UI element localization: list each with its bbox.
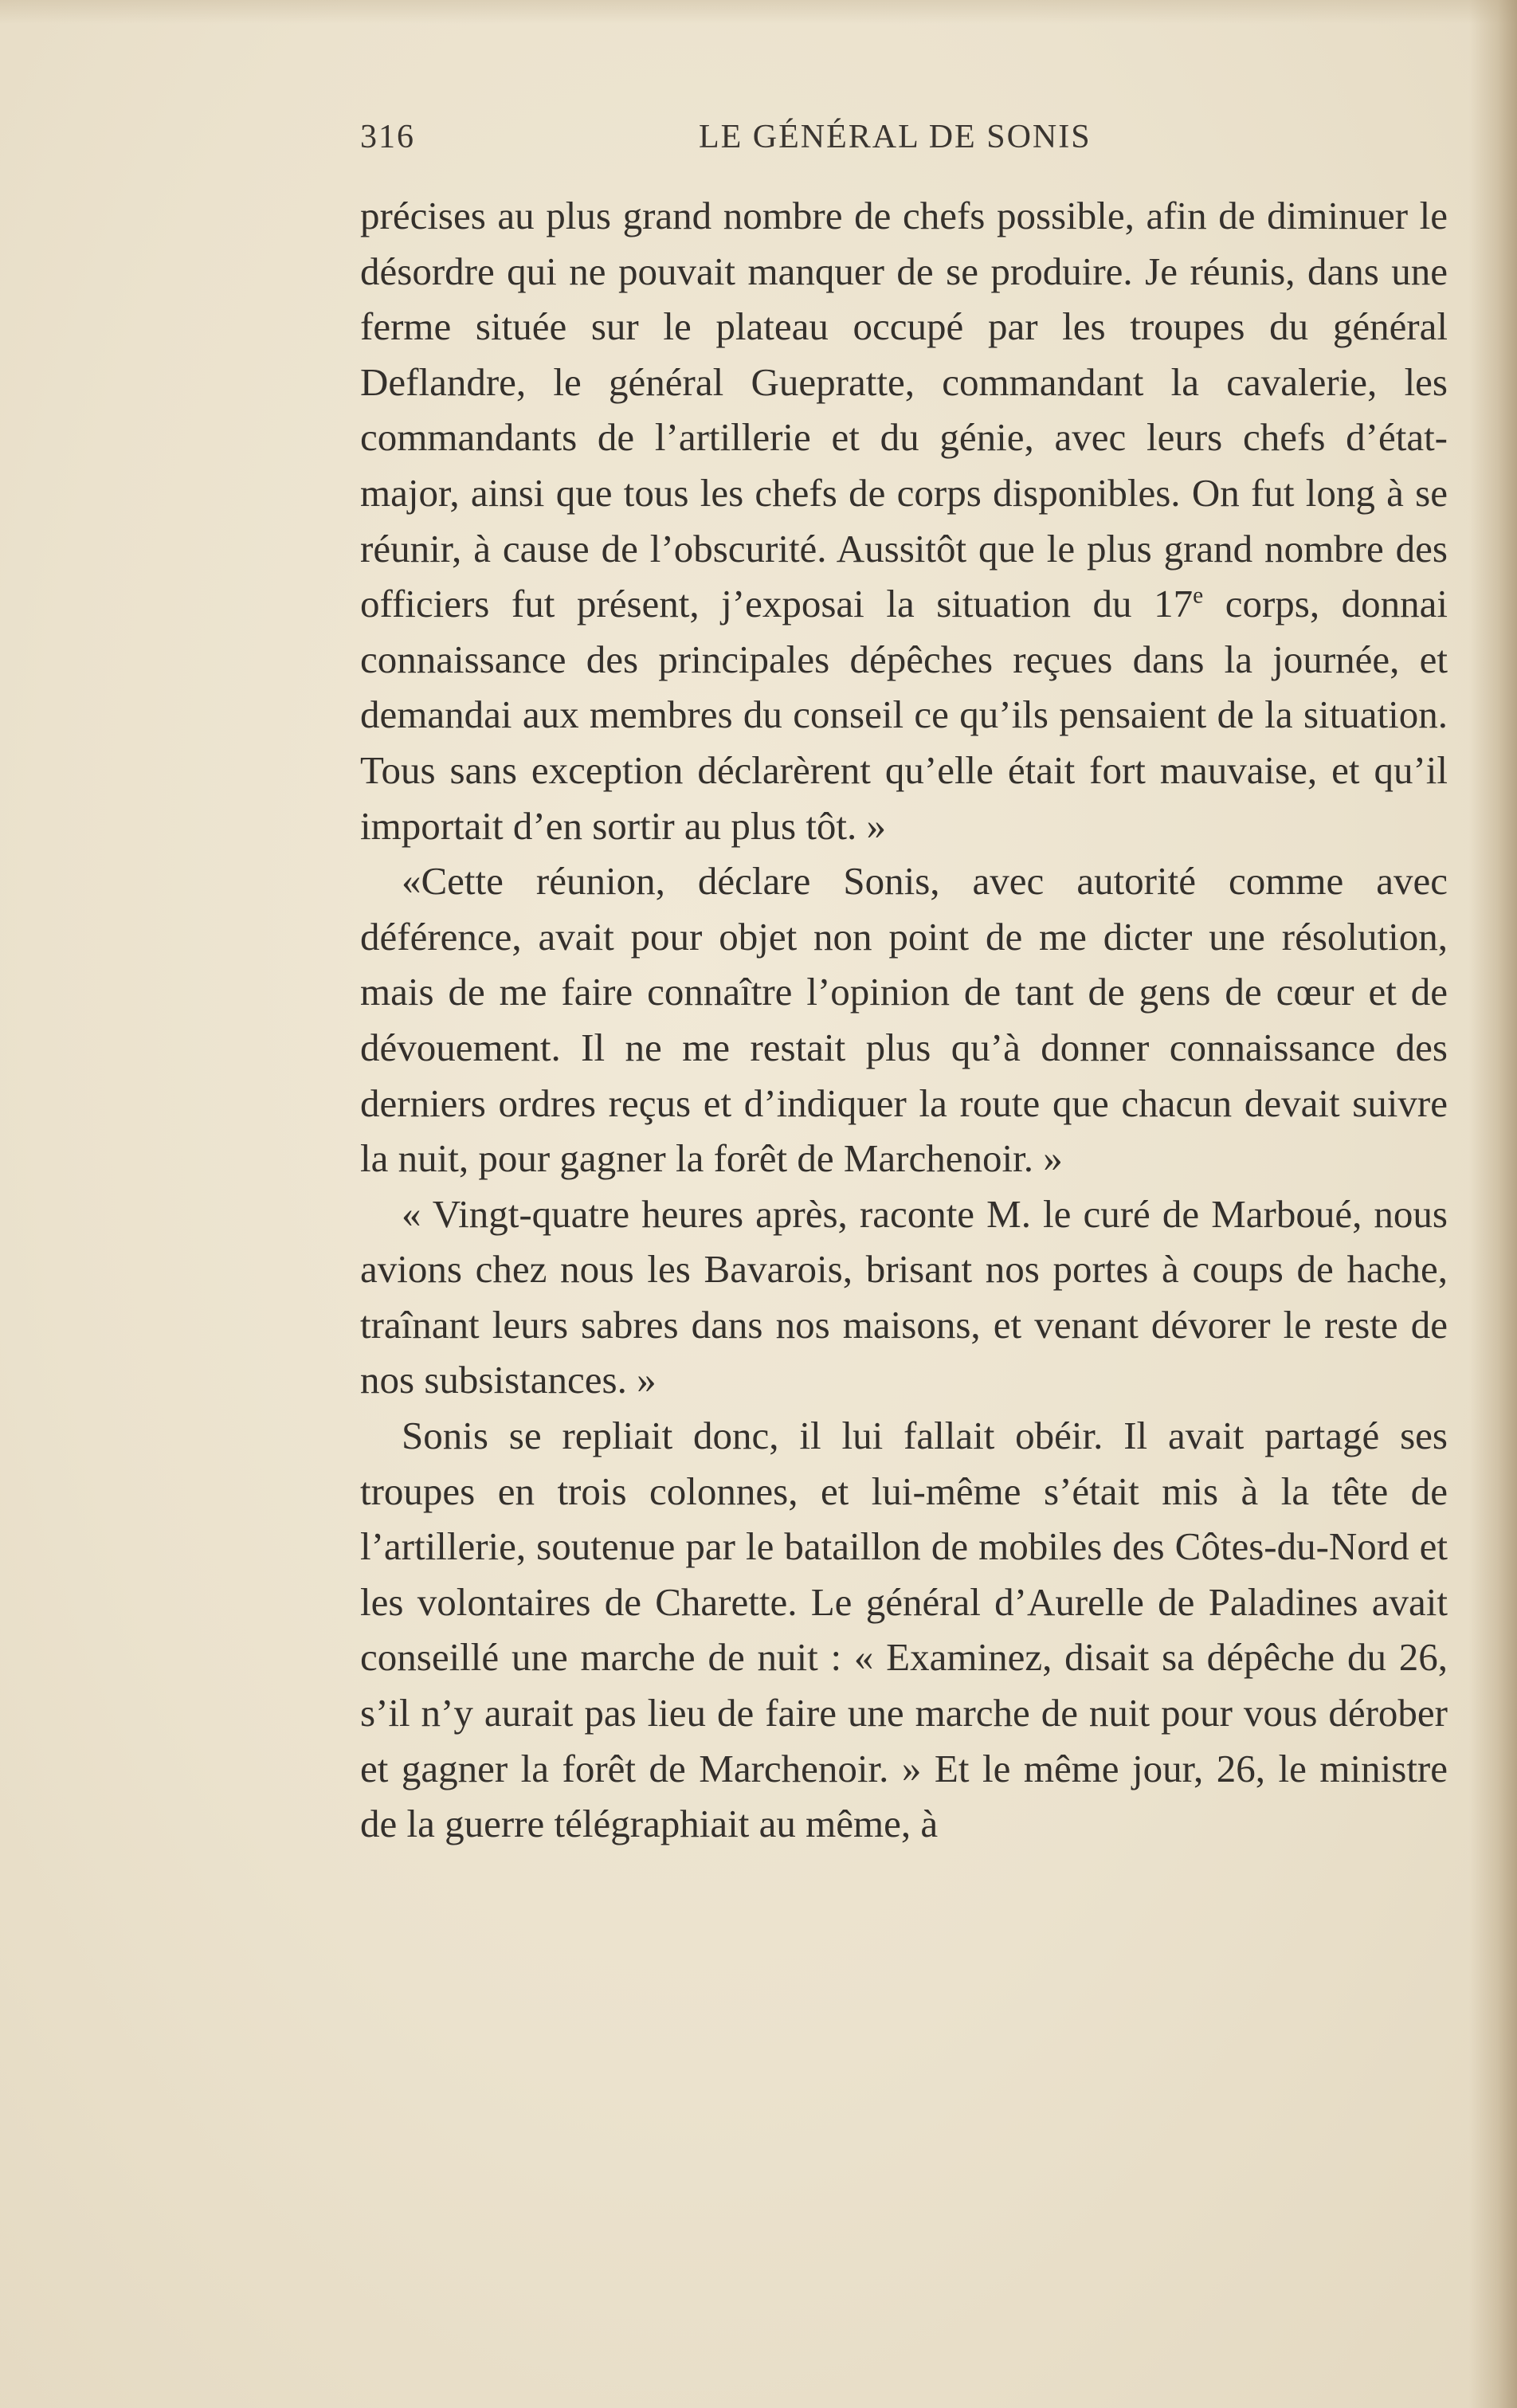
running-header	[360, 118, 1448, 158]
paragraph-2: «Cette réunion, déclare Sonis, avec autorité comme avec déférence, avait pour objet non point de me dicter une résolution, mais de me faire connaître l’opinion de tant de gens de cœur et de dévouement. Il ne me restait plus qu’à donner connaissance des derniers ordres reçus et d’indiquer la route que chacun devait suivre la nuit, pour gagner la forêt de Marchenoir. »	[360, 859, 1448, 1181]
corps-suffix: e	[1193, 582, 1204, 609]
paragraph-1	[360, 188, 1448, 853]
paragraph-1-text: précises au plus grand nombre de chefs possible, afin de diminuer le désordre qui ne pouvait manquer de se produire. Je réunis, dans une ferme située sur le plateau occupé par les troupes du général Deflandre, le général Guepratte, commandant la cavalerie, les commandants de l’artillerie et du génie, avec leurs chefs d’état-major, ainsi que tous les chefs de corps disponibles. On fut long à se réunir, à cause de l’obscurité. Aussitôt que le plus grand nombre des officiers fut présent, j’exposai la situation du	[360, 194, 1448, 626]
paragraph-3: « Vingt-quatre heures après, raconte M. le curé de Marboué, nous avions chez nous les Bavarois, brisant nos portes à coups de hache, traînant leurs sabres dans nos maisons, et venant dévorer le reste de nos subsistances. »	[360, 1191, 1448, 1402]
page-binding-shadow	[1469, 0, 1517, 2408]
running-title: LE GÉNÉRAL DE SONIS	[699, 119, 1092, 155]
page-top-shadow	[0, 0, 1517, 24]
corps-number: 17	[1154, 582, 1194, 626]
paragraph-4: Sonis se repliait donc, il lui fallait obéir. Il avait partagé ses troupes en trois colonnes, et lui-même s’était mis à la tête de l’artillerie, soutenue par le bataillon de mobiles des Côtes-du-Nord et les volontaires de Charette. Le général d’Aurelle de Paladines avait conseillé une marche de nuit : « Examinez, disait sa dépêche du 26, s’il n’y aurait pas lieu de faire une marche de nuit pour vous dérober et gagner la forêt de Marchenoir. » Et le même jour, 26, le ministre de la guerre télégraphiait au même, à	[360, 1414, 1448, 1846]
paragraph-1-rest: corps, donnai connaissance des principales dépêches reçues dans la journée, et demandai aux membres du conseil ce qu’ils pensaient de la situation. Tous sans exception déclarèrent qu’elle était fort mauvaise, et qu’il importait d’en sortir au plus tôt. »	[360, 582, 1448, 848]
body-text	[360, 188, 1448, 1852]
page-number: 316	[360, 119, 415, 155]
